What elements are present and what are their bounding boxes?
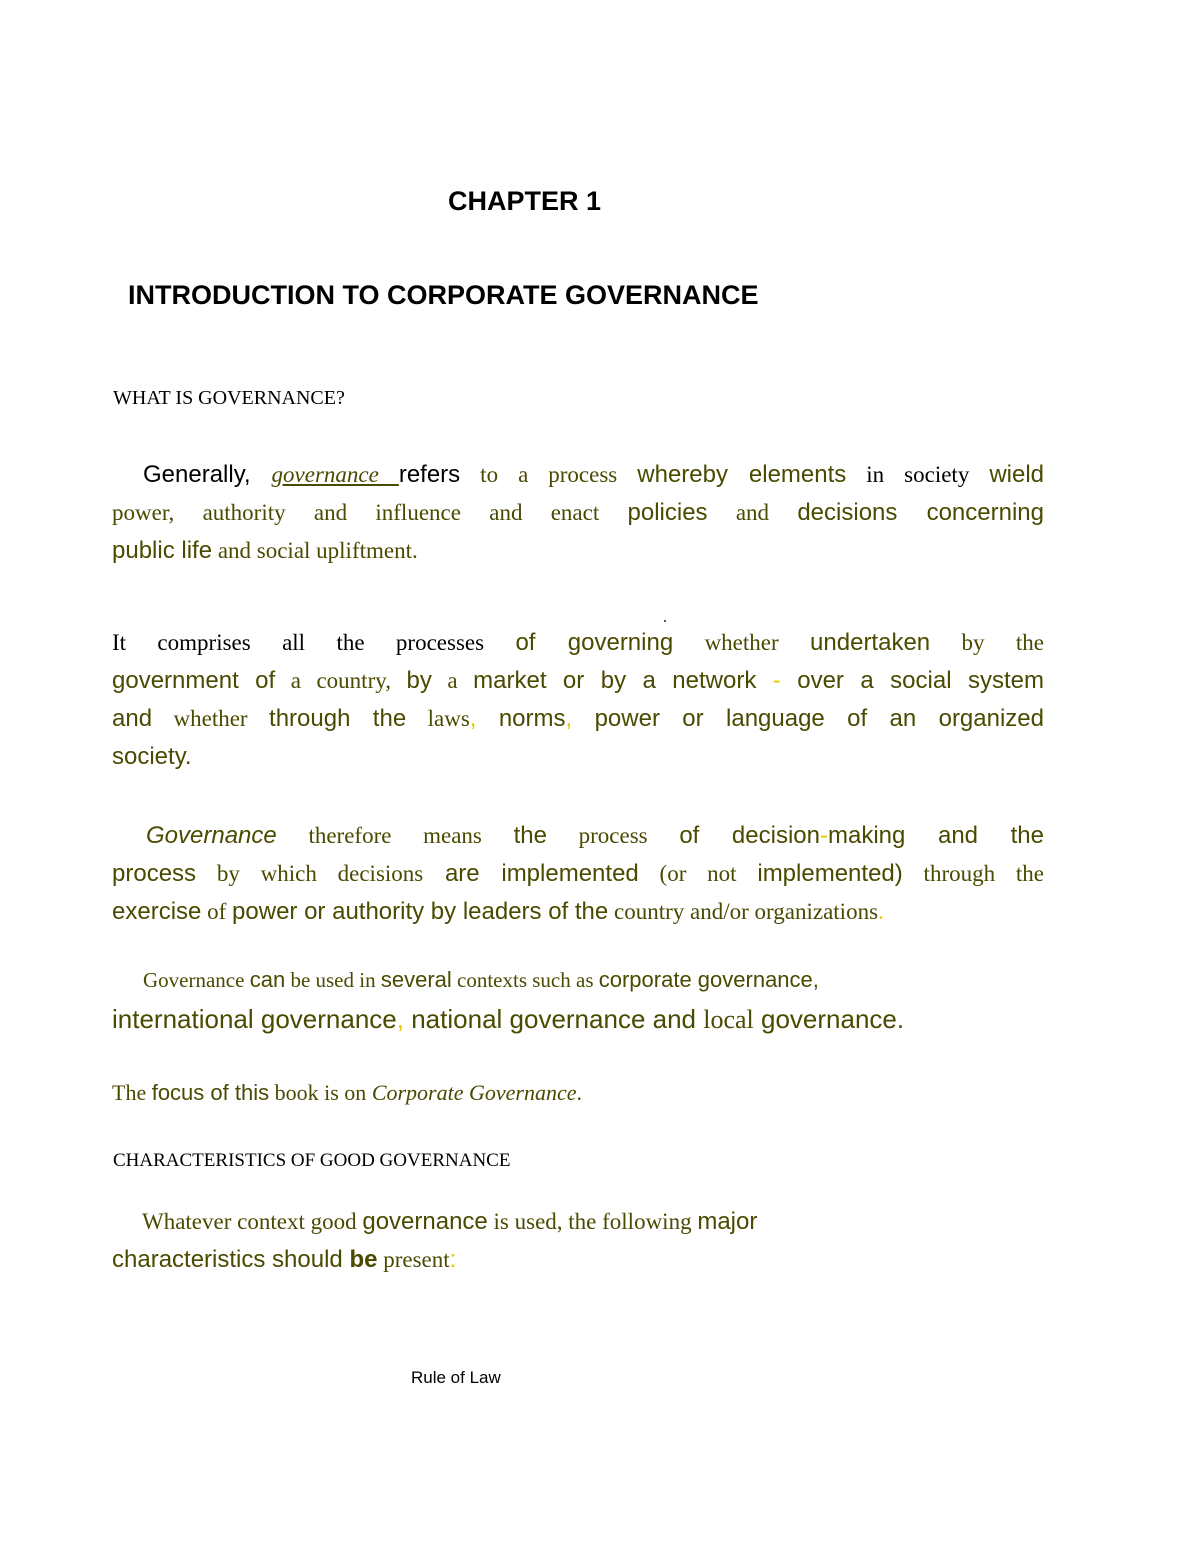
paragraph-line: exercise of power or authority by leaders of the country and/or organizations. bbox=[112, 898, 884, 925]
governance-term: governance bbox=[271, 462, 399, 487]
paragraph-line: power, authority and influence and enact policies and decisions concerning bbox=[112, 499, 1044, 526]
paragraph-line: The focus of this book is on Corporate Governance. bbox=[112, 1080, 582, 1105]
paragraph-definition bbox=[112, 456, 1044, 570]
paragraph-line: international governance, national governance and local governance. bbox=[112, 1004, 905, 1034]
paragraph-line: public life and social upliftment. bbox=[112, 537, 418, 564]
paragraph-line: Governance can be used in several contexts such as corporate governance, bbox=[143, 967, 819, 992]
paragraph-line: Governance therefore means the process of decision-making and the bbox=[146, 822, 1044, 849]
paragraph-line: It comprises all the processes of governing whether undertaken by the bbox=[112, 629, 1045, 656]
paragraph-line: process by which decisions are implemented (or not implemented) through the bbox=[112, 860, 1044, 887]
stray-mark bbox=[664, 620, 666, 622]
paragraph-line: Whatever context good governance is used, the following major bbox=[142, 1208, 758, 1235]
paragraph-line: characteristics should be present: bbox=[112, 1246, 457, 1273]
paragraph-focus bbox=[112, 1074, 1044, 1112]
section-heading-what-is-governance: WHAT IS GOVERNANCE? bbox=[113, 387, 345, 409]
corporate-governance-term: Corporate Governance bbox=[371, 1080, 577, 1105]
paragraph-comprises bbox=[112, 624, 1044, 776]
paragraph-governance-means bbox=[112, 817, 1044, 931]
paragraph-contexts bbox=[112, 961, 1044, 1039]
paragraph-characteristics-intro bbox=[112, 1203, 1044, 1279]
list-item-rule-of-law: Rule of Law bbox=[411, 1368, 501, 1387]
chapter-number: CHAPTER 1 bbox=[448, 186, 602, 216]
paragraph-line: and whether through the laws, norms, power or language of an organized bbox=[112, 705, 1045, 732]
paragraph-line: society. bbox=[112, 743, 192, 770]
chapter-title: INTRODUCTION TO CORPORATE GOVERNANCE bbox=[128, 280, 759, 310]
paragraph-line: Generally, governance refers to a process whereby elements in society wield bbox=[143, 461, 1045, 488]
section-heading-characteristics: CHARACTERISTICS OF GOOD GOVERNANCE bbox=[113, 1150, 511, 1171]
paragraph-line: government of a country, by a market or by a network - over a social system bbox=[112, 667, 1044, 694]
